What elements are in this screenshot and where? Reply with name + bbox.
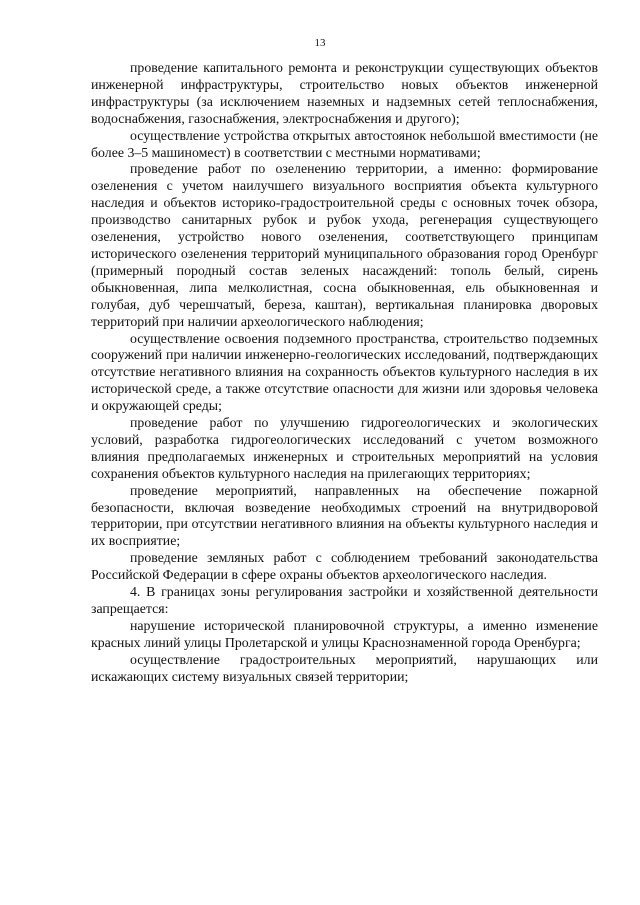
- paragraph-visual-links: осуществление градостроительных мероприятий, нарушающих или искажающих систему визуальных связей территории;: [91, 651, 598, 684]
- paragraph-planning-structure: нарушение исторической планировочной структуры, а именно изменение красных линий улицы Пролетарской и улицы Краснознаменной города Оренбурга;: [91, 617, 598, 650]
- paragraph-parking: осуществление устройства открытых автостоянок небольшой вместимости (не более 3–5 машиномест) в соответствии с местными нормативами;: [91, 127, 598, 160]
- paragraph-fire-safety: проведение мероприятий, направленных на обеспечение пожарной безопасности, включая возведение необходимых строений на внутридворовой территории, при отсутствии негативного влияния на объекты культурного наследия и их восприятие;: [91, 482, 598, 549]
- paragraph-capital-repair: проведение капитального ремонта и реконструкции существующих объектов инженерной инфраструктуры, строительство новых объектов инженерной инфраструктуры (за исключением наземных и надземных сетей теплоснабжения, водоснабжения, газоснабжения, электроснабжения и другого);: [91, 60, 598, 126]
- paragraph-section-4-heading: 4. В границах зоны регулирования застройки и хозяйственной деятельности запрещается:: [91, 584, 598, 616]
- document-body: [91, 60, 598, 686]
- paragraph-underground: осуществление освоения подземного пространства, строительство подземных сооружений при наличии инженерно-геологических исследований, подтверждающих отсутствие негативного влияния на сохранность объектов культурного наследия в их исторической среде, а также отсутствие опасности для жизни или здоровья человека и окружающей среды;: [91, 330, 598, 414]
- page-number: 13: [314, 37, 326, 49]
- paragraph-hydrogeology: проведение работ по улучшению гидрогеологических и экологических условий, разработка гидрогеологических исследований с учетом возможного влияния предполагаемых инженерных и строительных мероприятий на условия сохранения объектов культурного наследия на прилегающих территориях;: [91, 415, 598, 481]
- paragraph-earthworks: проведение земляных работ с соблюдением требований законодательства Российской Федерации в сфере охраны объектов археологического наследия.: [91, 550, 598, 583]
- paragraph-landscaping: проведение работ по озеленению территории, а именно: формирование озеленения с учетом наилучшего визуального восприятия объекта культурного наследия и объектов историко-градостроительной среды с основных точек обзора, производство санитарных рубок и рубок ухода, регенерация существующего озеленения, устройство нового озеленения, соответствующего принципам исторического озеленения территорий муниципального образования город Оренбург (примерный породный состав зеленых насаждений: тополь белый, сирень обыкновенная, липа мелколистная, сосна обыкновенная, ель обыкновенная и голубая, дуб черешчатый, береза, каштан), вертикальная планировка дворовых территорий при наличии археологического наблюдения;: [91, 161, 598, 329]
